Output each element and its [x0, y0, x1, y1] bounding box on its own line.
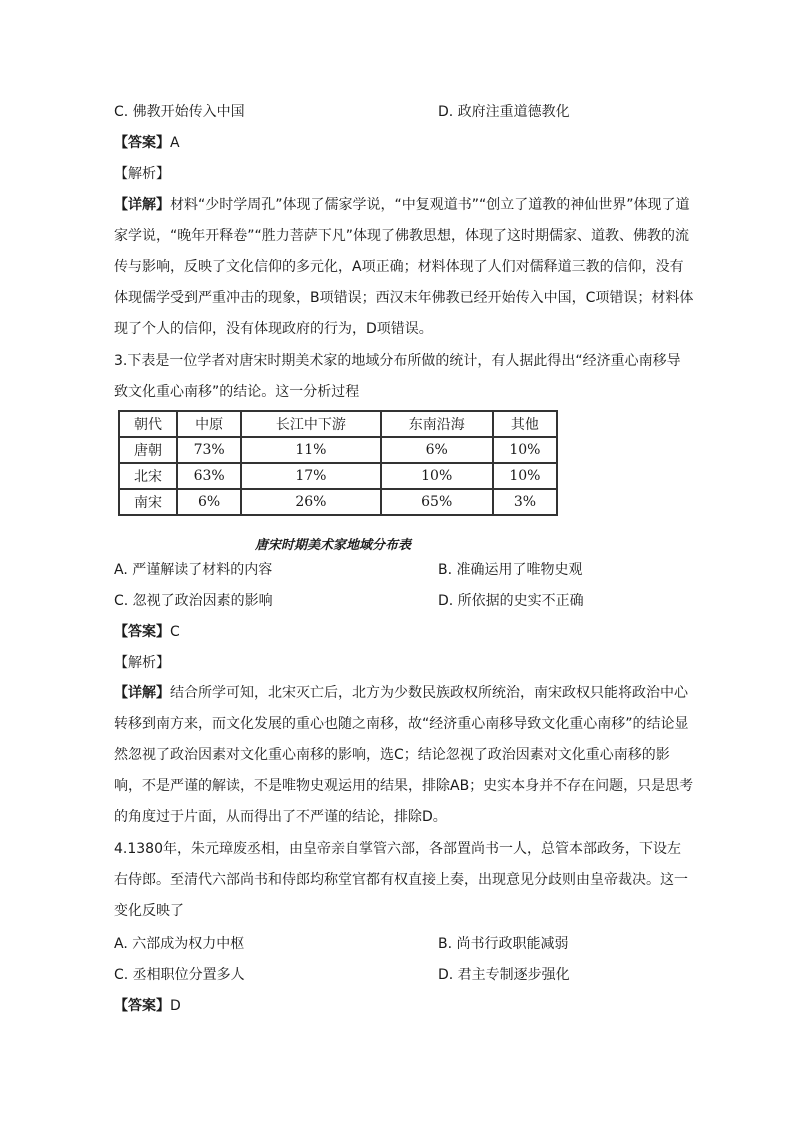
- q2-detail: [114, 190, 694, 345]
- q4-option-c: C. 丞相职位分置多人: [114, 967, 245, 983]
- table-cell: 11%: [241, 437, 380, 463]
- q3-option-c: C. 忽视了政治因素的影响: [114, 593, 273, 609]
- q2-analysis-tag: 【解析】: [114, 166, 170, 182]
- q3-answer: [114, 622, 180, 642]
- answer-value: D: [170, 998, 181, 1014]
- q3-stem: 3.下表是一位学者对唐宋时期美术家的地域分布所做的统计，有人据此得出“经济重心南移导致文化重心南移”的结论。这一分析过程: [114, 353, 681, 400]
- table-header-cell: 长江中下游: [241, 411, 380, 437]
- detail-text: 材料“少时学周孔”体现了儒家学说，“中复观道书”“创立了道教的神仙世界”体现了道家学说，“晚年开释卷”“胜力菩萨下凡”体现了佛教思想，体现了这时期儒家、道教、佛教的流传与影响，反映了文化信仰的多元化，A项正确；材料体现了人们对儒释道三教的信仰，没有体现儒学受到严重冲击的现象，B项错误；西汉末年佛教已经开始传入中国，C项错误；材料体现了个人的信仰，没有体现政府的行为，D项错误。: [114, 197, 694, 337]
- q4-option-b: B. 尚书行政职能减弱: [438, 936, 569, 952]
- table-cell: 10%: [381, 463, 493, 489]
- q4-option-a: A. 六部成为权力中枢: [114, 936, 245, 952]
- table-header-cell: 中原: [177, 411, 241, 437]
- table-cell: 南宋: [119, 489, 177, 515]
- table-cell: 10%: [493, 437, 557, 463]
- q4-stem: 4.1380年，朱元璋废丞相，由皇帝亲自掌管六部，各部置尚书一人，总管本部政务，下设左右侍郎。至清代六部尚书和侍郎均称堂官都有权直接上奏，出现意见分歧则由皇帝裁决。这一变化反映了: [114, 841, 688, 919]
- table-header-cell: 其他: [493, 411, 557, 437]
- q2-option-d: D. 政府注重道德教化: [438, 104, 570, 120]
- detail-tag: 【详解】: [114, 685, 170, 701]
- answer-tag: 【答案】: [114, 998, 170, 1014]
- answer-value: C: [170, 624, 180, 640]
- detail-tag: 【详解】: [114, 197, 170, 213]
- answer-value: A: [170, 135, 180, 151]
- q2-option-c: C. 佛教开始传入中国: [114, 104, 245, 120]
- table-row: [119, 463, 557, 489]
- table-cell: 北宋: [119, 463, 177, 489]
- table-header-cell: 朝代: [119, 411, 177, 437]
- answer-tag: 【答案】: [114, 135, 170, 151]
- table-cell: 73%: [177, 437, 241, 463]
- answer-tag: 【答案】: [114, 624, 170, 640]
- q3-analysis-tag: 【解析】: [114, 655, 170, 671]
- q4-option-d: D. 君主专制逐步强化: [438, 967, 570, 983]
- distribution-table: [118, 410, 558, 516]
- table-row: [119, 437, 557, 463]
- table-cell: 3%: [493, 489, 557, 515]
- table-cell: 6%: [381, 437, 493, 463]
- q3-detail: [114, 678, 694, 833]
- table-cell: 唐朝: [119, 437, 177, 463]
- table-cell: 65%: [381, 489, 493, 515]
- q3-option-a: A. 严谨解读了材料的内容: [114, 562, 273, 578]
- table-cell: 26%: [241, 489, 380, 515]
- table-header-row: [119, 411, 557, 437]
- q2-answer: [114, 133, 180, 153]
- table-caption: 唐宋时期美术家地域分布表: [255, 538, 412, 553]
- table-cell: 63%: [177, 463, 241, 489]
- table-cell: 10%: [493, 463, 557, 489]
- detail-text: 结合所学可知，北宋灭亡后，北方为少数民族政权所统治，南宋政权只能将政治中心转移到南方来，而文化发展的重心也随之南移，故“经济重心南移导致文化重心南移”的结论显然忽视了政治因素对文化重心南移的影响，选C；结论忽视了政治因素对文化重心南移的影响，不是严谨的解读，不是唯物史观运用的结果，排除AB；史实本身并不存在问题，只是思考的角度过于片面，从而得出了不严谨的结论，排除D。: [114, 685, 694, 825]
- q3-option-d: D. 所依据的史实不正确: [438, 593, 584, 609]
- table-cell: 17%: [241, 463, 380, 489]
- table-header-cell: 东南沿海: [381, 411, 493, 437]
- q4-answer: [114, 996, 181, 1016]
- table-cell: 6%: [177, 489, 241, 515]
- q3-option-b: B. 准确运用了唯物史观: [438, 562, 583, 578]
- table-row: [119, 489, 557, 515]
